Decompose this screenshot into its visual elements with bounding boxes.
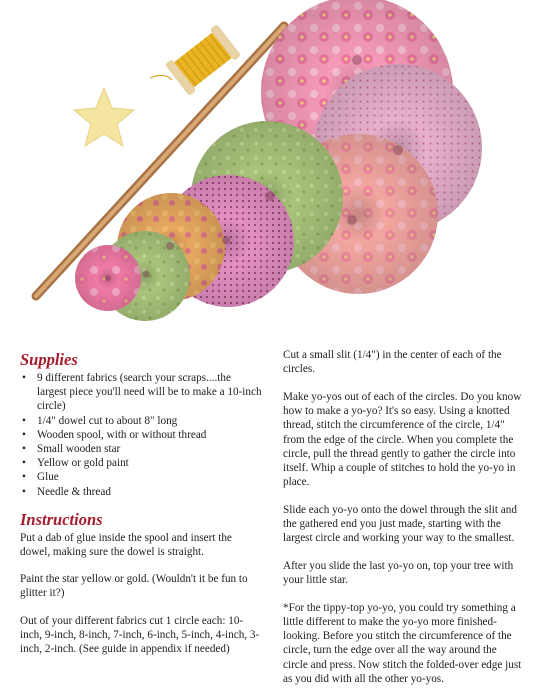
instruction-paragraph: Cut a small slit (1/4") in the center of each of the circles.: [283, 349, 502, 376]
instruction-paragraph: After you slide the last yo-yo on, top your tree with your little star.: [283, 559, 514, 587]
list-item: • Small wooden star: [20, 442, 263, 456]
list-item: • Glue: [20, 470, 263, 484]
list-item: • Yellow or gold paint: [20, 456, 263, 470]
instructions-heading: Instructions: [20, 509, 103, 529]
instruction-paragraph: Slide each yo-yo onto the dowel through the slit and the gathered end you just made, starting with the largest circle and working your way to the smallest.: [283, 503, 517, 545]
instruction-paragraph: Out of your different fabrics cut 1 circle each: 10-inch, 9-inch, 8-inch, 7-inch, 6-inch, 5-inch, 4-inch, 3-inch, 2-inch. (See guide in appendix if needed): [20, 614, 260, 656]
yo-yo-tree-photo: [0, 0, 535, 345]
left-column: [20, 350, 263, 669]
list-item: • 9 different fabrics (search your scraps....the largest piece you'll need will be to make a 10-inch circle): [20, 371, 263, 414]
supplies-list: [20, 371, 263, 499]
list-item: • Wooden spool, with or without thread: [20, 428, 263, 442]
instruction-paragraph: *For the tippy-top yo-yo, you could try something a little different to make the yo-yo more finished-looking. Before you stitch the circumference of the circle, turn the edge over all the way around the circle and press. Now stitch the folded-over edge just as you did with all the other yo-yos.: [283, 601, 522, 685]
instruction-paragraph: Make yo-yos out of each of the circles. Do you know how to make a yo-yo? It's so easy. Using a knotted thread, stitch the circumference of the circle, 1/4" from the edge of the circle. When you complete the circle, pull the thread gently to gather the circle into itself. Whip a couple of stitches to hold the yo-yo in place.: [283, 390, 522, 489]
instruction-paragraph: Paint the star yellow or gold. (Wouldn't it be fun to glitter it?): [20, 573, 248, 600]
right-column: [283, 348, 523, 700]
instruction-paragraph: Put a dab of glue inside the spool and insert the dowel, making sure the dowel is straight.: [20, 531, 232, 559]
list-item: • 1/4" dowel cut to about 8" long: [20, 414, 263, 428]
list-item: • Needle & thread: [20, 485, 263, 499]
supplies-heading: Supplies: [20, 350, 78, 369]
